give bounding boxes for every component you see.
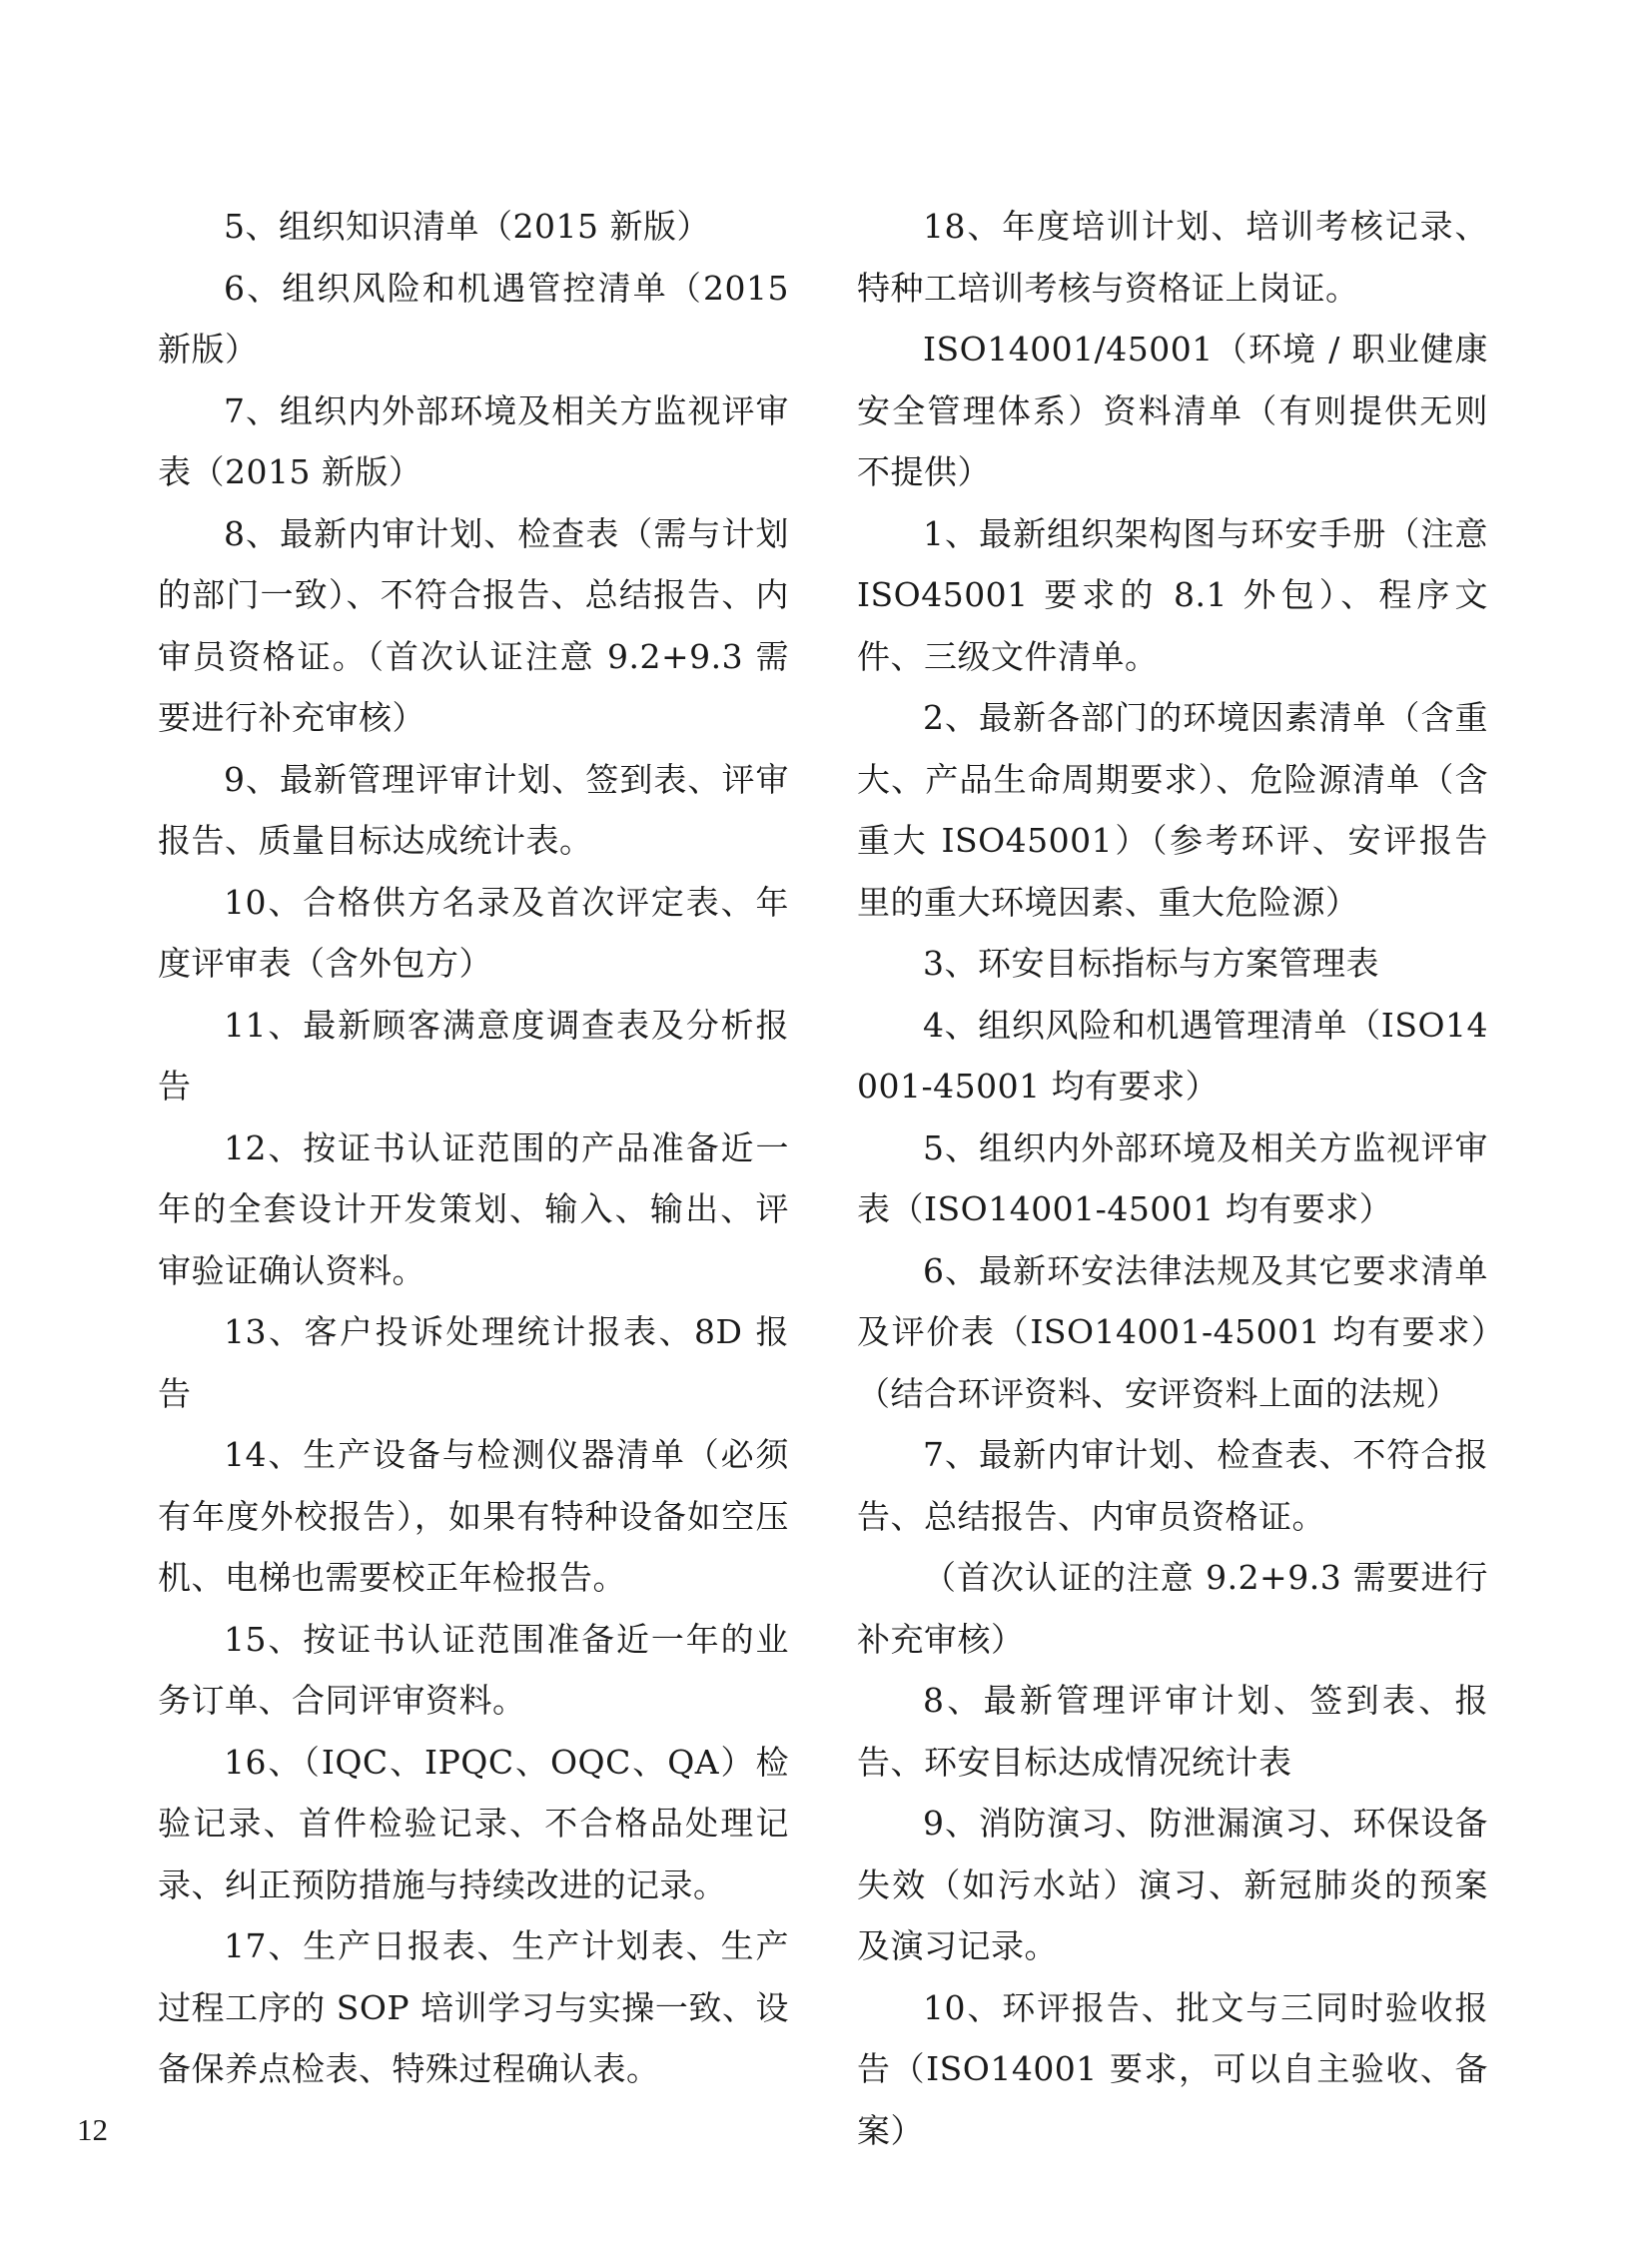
list-item: 11、最新顾客满意度调查表及分析报告 [158, 1005, 789, 1106]
list-item: 4、组织风险和机遇管理清单（ISO14001-45001 均有要求） [857, 1005, 1488, 1106]
list-item: 1、最新组织架构图与环安手册（注意 ISO45001 要求的 8.1 外包）、程序文件、三级文件清单。 [857, 513, 1488, 676]
page-number: 12 [77, 2112, 108, 2147]
list-item: 9、消防演习、防泄漏演习、环保设备失效（如污水站）演习、新冠肺炎的预案及演习记录。 [857, 1804, 1488, 1965]
list-item: 9、最新管理评审计划、签到表、评审报告、质量目标达成统计表。 [158, 759, 789, 860]
list-item: 12、按证书认证范围的产品准备近一年的全套设计开发策划、输入、输出、评审验证确认资料。 [158, 1127, 789, 1290]
list-item: 6、最新环安法律法规及其它要求清单及评价表（ISO14001-45001 均有要求）（结合环评资料、安评资料上面的法规） [857, 1250, 1488, 1413]
list-item: 15、按证书认证范围准备近一年的业务订单、合同评审资料。 [158, 1619, 789, 1720]
list-item: 18、年度培训计划、培训考核记录、特种工培训考核与资格证上岗证。 [857, 207, 1488, 308]
list-item: 2、最新各部门的环境因素清单（含重大、产品生命周期要求）、危险源清单（含重大 ISO45001）（参考环评、安评报告里的重大环境因素、重大危险源） [857, 698, 1488, 922]
list-item: 17、生产日报表、生产计划表、生产过程工序的 SOP 培训学习与实操一致、设备保养点检表、特殊过程确认表。 [158, 1926, 789, 2088]
list-item: 8、最新内审计划、检查表（需与计划的部门一致）、不符合报告、总结报告、内审员资格证。（首次认证注意 9.2+9.3 需要进行补充审核） [158, 513, 789, 737]
list-item: 16、（IQC、IPQC、OQC、QA）检验记录、首件检验记录、不合格品处理记录、纠正预防措施与持续改进的记录。 [158, 1742, 789, 1904]
list-item: 5、组织内外部环境及相关方监视评审表（ISO14001-45001 均有要求） [857, 1127, 1488, 1228]
list-item: 14、生产设备与检测仪器清单（必须有年度外校报告），如果有特种设备如空压机、电梯也需要校正年检报告。 [158, 1435, 789, 1597]
note-text: （首次认证的注意 9.2+9.3 需要进行补充审核） [857, 1558, 1488, 1659]
section-heading: ISO14001/45001（环境 / 职业健康安全管理体系）资料清单（有则提供无则不提供） [857, 330, 1488, 491]
left-column [158, 196, 789, 2100]
list-item: 7、最新内审计划、检查表、不符合报告、总结报告、内审员资格证。 [857, 1435, 1488, 1536]
list-item: 3、环安目标指标与方案管理表 [923, 944, 1379, 983]
list-item: 10、环评报告、批文与三同时验收报告（ISO14001 要求，可以自主验收、备案） [857, 1987, 1488, 2150]
list-item: 5、组织知识清单（2015 新版） [224, 207, 710, 246]
right-column [857, 196, 1488, 2161]
list-item: 7、组织内外部环境及相关方监视评审表（2015 新版） [158, 390, 789, 491]
list-item: 13、客户投诉处理统计报表、8D 报告 [158, 1312, 789, 1413]
list-item: 8、最新管理评审计划、签到表、报告、环安目标达成情况统计表 [857, 1681, 1488, 1782]
list-item: 10、合格供方名录及首次评定表、年度评审表（含外包方） [158, 882, 789, 983]
list-item: 6、组织风险和机遇管控清单（2015 新版） [158, 268, 789, 369]
